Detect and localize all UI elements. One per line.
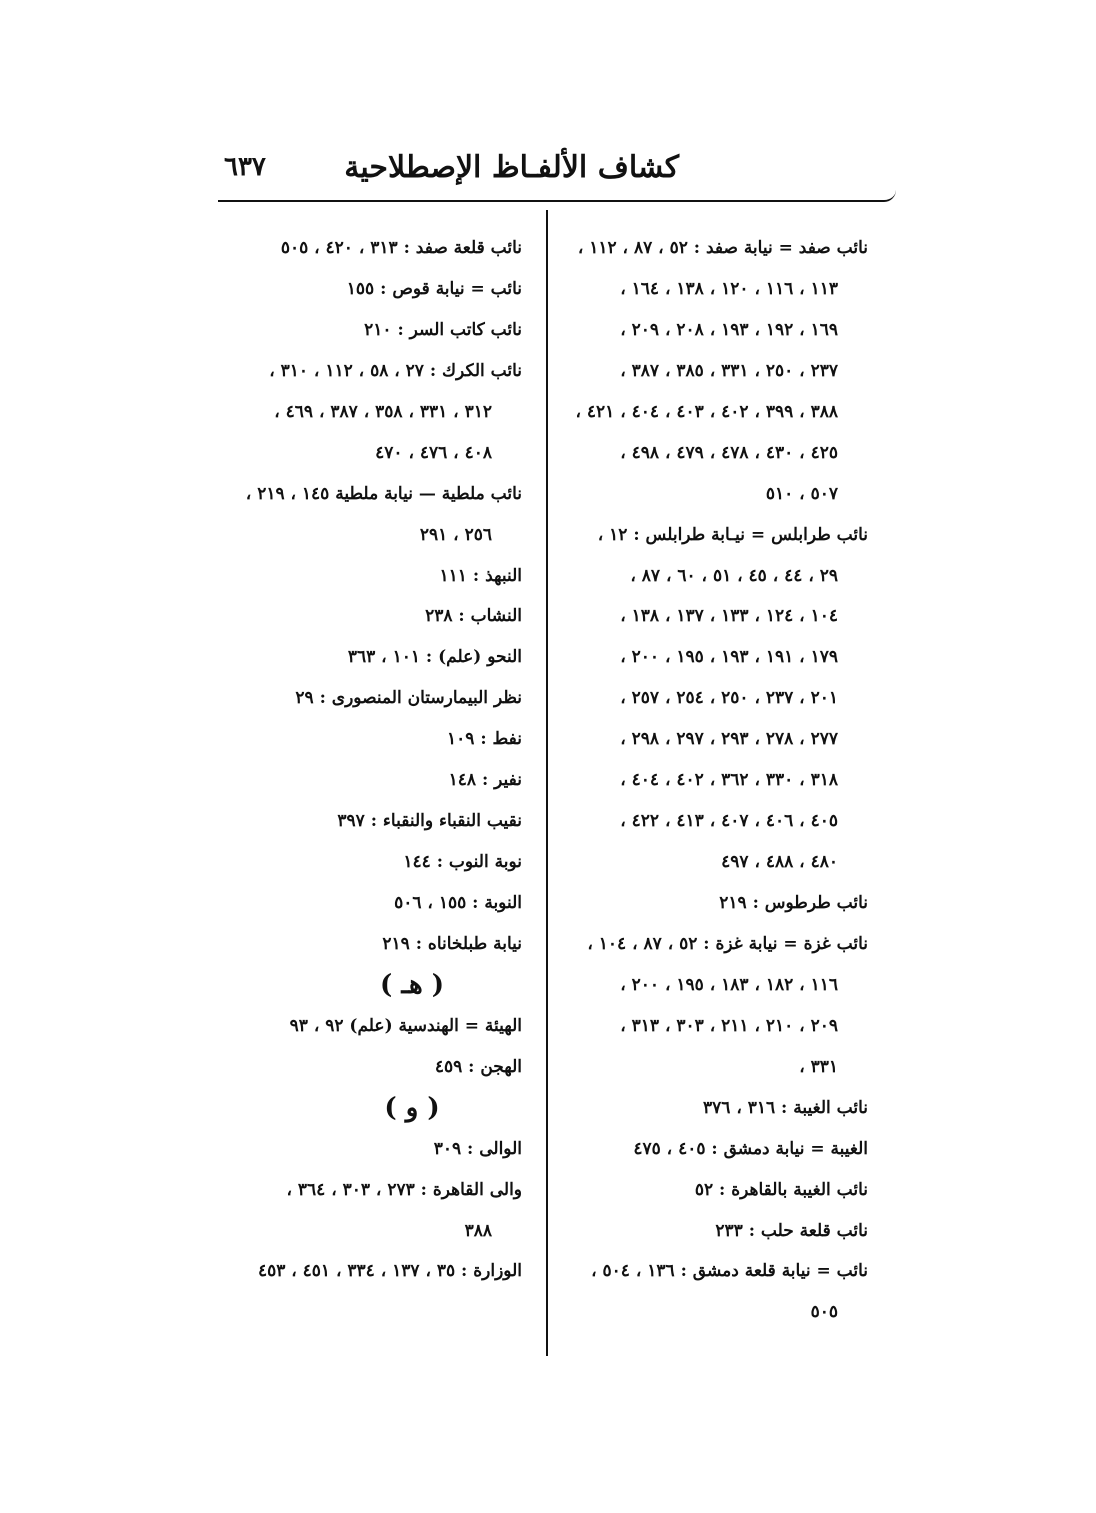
index-entry: نائب صفد = نيابة صفد : ٥٢ ، ٨٧ ، ١١٢ ، [577,238,868,258]
page-title: كشاف الألفـاظ الإصطلاحية [344,150,679,185]
index-entry-continuation: ١٧٩ ، ١٩١ ، ١٩٣ ، ١٩٥ ، ٢٠٠ ، [620,647,838,668]
index-column-right [568,238,868,1343]
column-divider [546,210,548,1356]
index-entry: نظر البيمارستان المنصورى : ٢٩ [295,688,522,709]
index-entry-continuation: ٢٧٧ ، ٢٧٨ ، ٢٩٣ ، ٢٩٧ ، ٢٩٨ ، [620,729,838,750]
index-entry: النوبة : ١٥٥ ، ٥٠٦ [394,893,522,913]
index-entry: نائب قلعة صفد : ٣١٣ ، ٤٢٠ ، ٥٠٥ [280,238,522,258]
index-entry-continuation: ٢٠٩ ، ٢١٠ ، ٢١١ ، ٣٠٣ ، ٣١٣ ، [620,1015,838,1036]
index-entry-continuation: ٤٠٥ ، ٤٠٦ ، ٤٠٧ ، ٤١٣ ، ٤٢٢ ، [620,811,838,832]
index-entry: الهجن : ٤٥٩ [434,1056,522,1077]
index-entry: الهيئة = الهندسية (علم) ٩٢ ، ٩٣ [289,1015,522,1036]
index-entry: نفط : ١٠٩ [447,729,522,750]
index-entry: الغيبة = نيابة دمشق : ٤٠٥ ، ٤٧٥ [633,1138,868,1159]
index-entry: نائب = نيابة قلعة دمشق : ١٣٦ ، ٥٠٤ ، [591,1261,868,1282]
letter-heading: ( هـ ) [379,969,445,1000]
index-entry: نائب الغيبة بالقاهرة : ٥٢ [694,1179,868,1200]
index-entry: نوبة النوب : ١٤٤ [403,852,522,873]
index-entry-continuation: ٢٩ ، ٤٤ ، ٤٥ ، ٥١ ، ٦٠ ، ٨٧ ، [630,565,838,586]
index-entry: الوالى : ٣٠٩ [433,1138,522,1159]
index-entry: نيابة طبلخاناه : ٢١٩ [382,933,522,954]
index-entry: نائب طرطوس : ٢١٩ [719,893,868,913]
index-entry-continuation: ٥٠٥ [810,1302,838,1323]
index-entry-continuation: ٢٠١ ، ٢٣٧ ، ٢٥٠ ، ٢٥٤ ، ٢٥٧ ، [620,688,838,709]
index-entry-continuation: ٤٨٠ ، ٤٨٨ ، ٤٩٧ [721,852,838,873]
index-entry-continuation: ١٦٩ ، ١٩٢ ، ١٩٣ ، ٢٠٨ ، ٢٠٩ ، [620,319,838,340]
header-rule [218,200,884,202]
index-entry: نائب كاتب السر : ٢١٠ [364,319,522,340]
index-entry: نائب = نيابة قوص : ١٥٥ [346,278,522,299]
index-column-left [212,238,522,1302]
index-entry-continuation: ٥٠٧ ، ٥١٠ [765,483,838,504]
index-entry: نائب ملطية — نيابة ملطية ١٤٥ ، ٢١٩ ، [245,483,522,504]
index-entry: النشاب : ٢٣٨ [425,606,522,627]
index-entry-continuation: ١١٦ ، ١٨٢ ، ١٨٣ ، ١٩٥ ، ٢٠٠ ، [620,974,838,995]
letter-heading: ( و ) [384,1092,440,1123]
index-entry-continuation: ١٠٤ ، ١٢٤ ، ١٣٣ ، ١٣٧ ، ١٣٨ ، [620,606,838,627]
index-entry-continuation: ٣٨٨ [464,1220,492,1241]
index-entry: نائب الكرك : ٢٧ ، ٥٨ ، ١١٢ ، ٣١٠ ، [269,360,522,381]
index-entry: نائب قلعة حلب : ٢٣٣ [715,1220,868,1241]
index-entry: والى القاهرة : ٢٧٣ ، ٣٠٣ ، ٣٦٤ ، [286,1179,522,1200]
index-entry: نفير : ١٤٨ [448,770,522,791]
index-entry-continuation: ٣١٨ ، ٣٣٠ ، ٣٦٢ ، ٤٠٢ ، ٤٠٤ ، [620,770,838,791]
index-entry: نائب غزة = نيابة غزة : ٥٢ ، ٨٧ ، ١٠٤ ، [587,933,868,954]
header-rule-flourish [836,190,896,202]
index-entry: الوزارة : ٣٥ ، ١٣٧ ، ٣٣٤ ، ٤٥١ ، ٤٥٣ [257,1261,522,1282]
index-entry-continuation: ٢٣٧ ، ٢٥٠ ، ٣٣١ ، ٣٨٥ ، ٣٨٧ ، [620,360,838,381]
page-header [218,150,884,208]
index-entry-continuation: ١١٣ ، ١١٦ ، ١٢٠ ، ١٣٨ ، ١٦٤ ، [620,278,838,299]
index-entry-continuation: ٣٣١ ، [799,1056,838,1077]
index-entry: النبهذ : ١١١ [439,565,522,586]
index-entry: نقيب النقباء والنقباء : ٣٩٧ [337,811,522,832]
index-entry-continuation: ٣٨٨ ، ٣٩٩ ، ٤٠٢ ، ٤٠٣ ، ٤٠٤ ، ٤٢١ ، [575,401,838,422]
index-entry-continuation: ٣١٢ ، ٣٣١ ، ٣٥٨ ، ٣٨٧ ، ٤٦٩ ، [274,401,492,422]
index-entry-continuation: ٢٥٦ ، ٢٩١ [419,524,492,545]
page-number: ٦٣٧ [224,152,266,182]
index-entry: النحو (علم) : ١٠١ ، ٣٦٣ [347,647,522,668]
index-entry-continuation: ٤٠٨ ، ٤٧٦ ، ٤٧٠ [375,442,492,463]
index-entry: نائب طرابلس = نيـابة طرابلس : ١٢ ، [597,524,868,545]
index-entry-continuation: ٤٢٥ ، ٤٣٠ ، ٤٧٨ ، ٤٧٩ ، ٤٩٨ ، [620,442,838,463]
index-entry: نائب الغيبة : ٣١٦ ، ٣٧٦ [703,1097,868,1118]
